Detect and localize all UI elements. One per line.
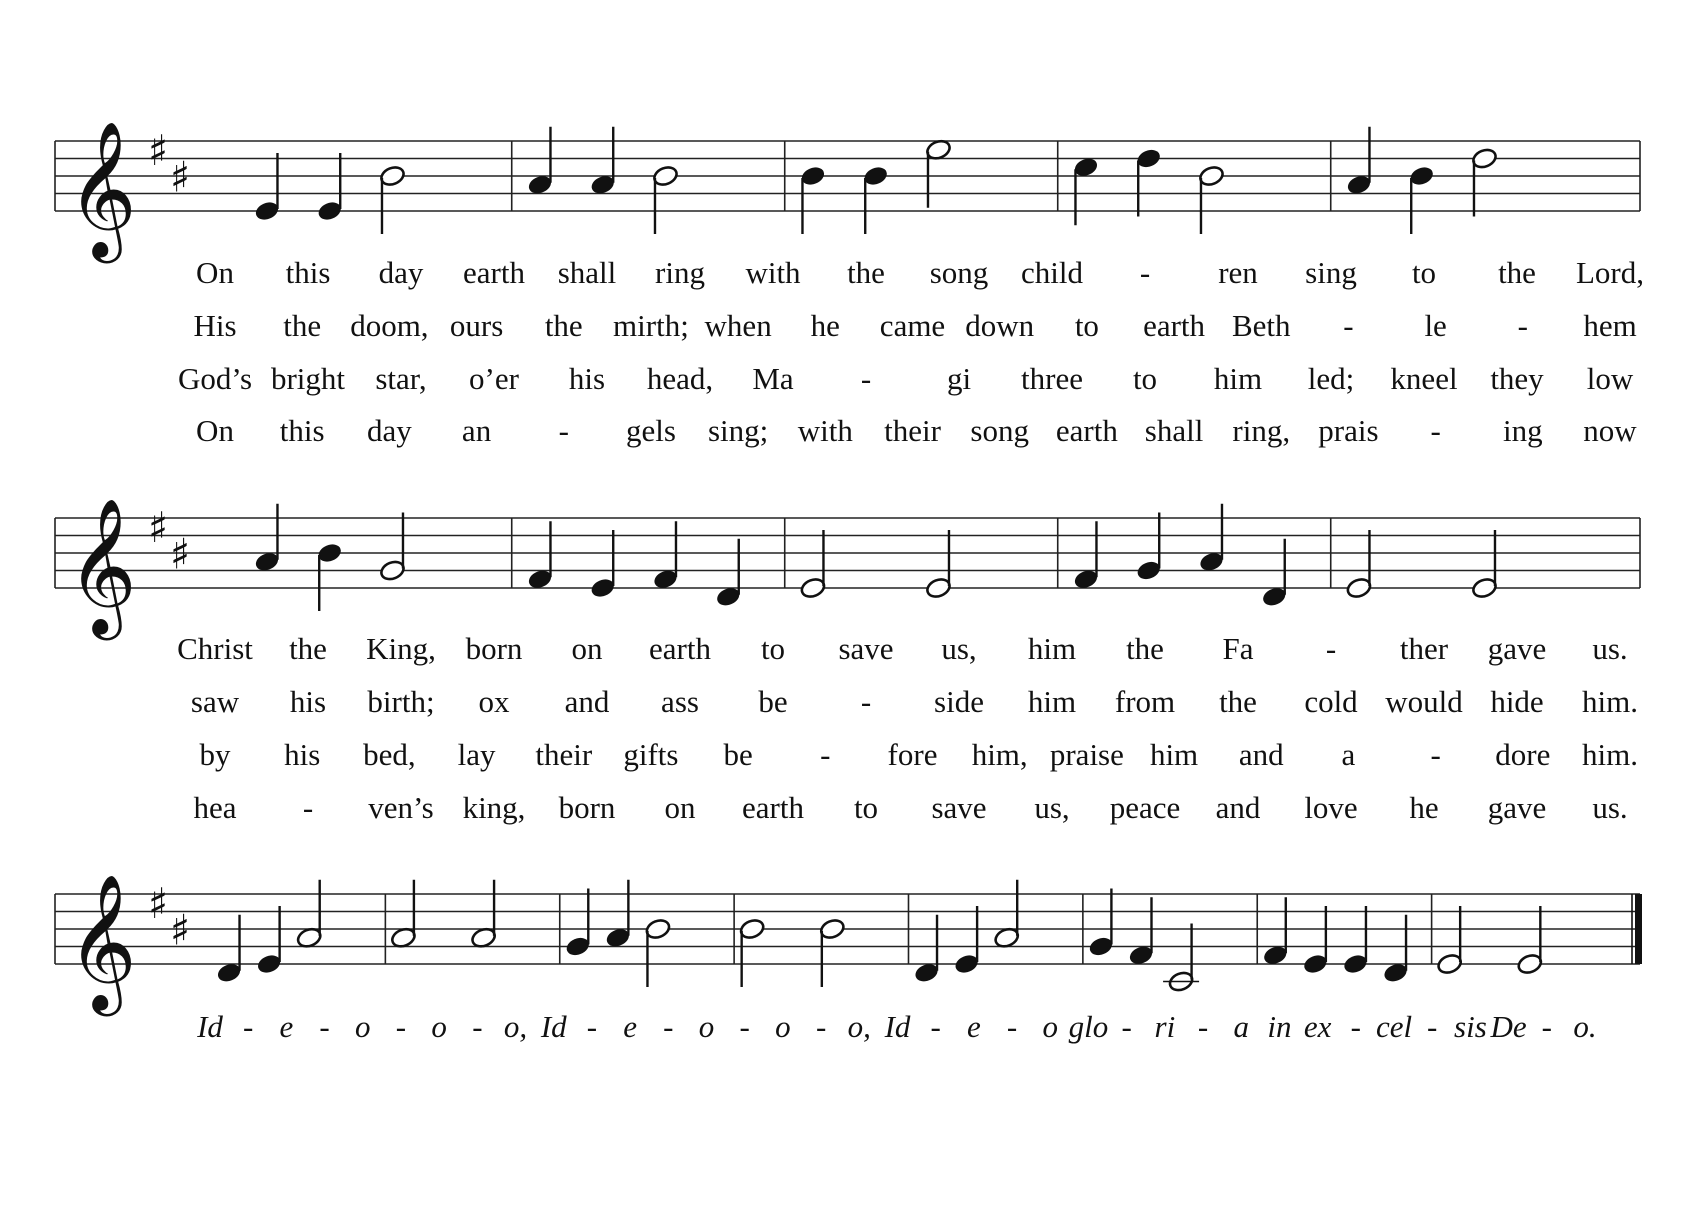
half-note	[470, 880, 497, 950]
lyric-syllable: o	[775, 1009, 791, 1044]
quarter-note	[253, 153, 280, 223]
quarter-note	[253, 504, 280, 574]
quarter-note	[799, 164, 826, 234]
staff-system-1	[55, 141, 1640, 211]
lyric-syllable: to	[1132, 361, 1158, 396]
lyric-syllable: earth	[742, 790, 804, 825]
lyric-syllable: cel	[1375, 1009, 1413, 1044]
quarter-note	[564, 889, 591, 959]
lyric-syllable: the	[1126, 631, 1164, 666]
final-barline-thick	[1635, 894, 1642, 964]
lyric-syllable: -	[1121, 1009, 1132, 1044]
quarter-note	[1072, 156, 1099, 226]
quarter-note	[1198, 504, 1225, 574]
half-note	[644, 917, 671, 987]
half-note	[925, 530, 952, 600]
lyric-syllable: the	[283, 308, 322, 343]
quarter-note	[1408, 164, 1435, 234]
lyric-syllable: to	[760, 631, 786, 666]
lyric-syllable: him	[1027, 631, 1077, 666]
lyric-syllable: the	[1219, 684, 1257, 719]
half-note	[819, 917, 846, 987]
lyric-syllable: lay	[457, 737, 496, 772]
quarter-note	[1087, 889, 1114, 959]
lyric-syllable: shall	[557, 255, 617, 290]
lyric-syllable: gifts	[623, 737, 679, 772]
lyric-syllable: o	[698, 1009, 715, 1044]
lyric-syllable: ring	[655, 255, 705, 290]
lyric-syllable: us.	[1592, 790, 1628, 825]
lyric-syllable: dore	[1495, 737, 1551, 772]
lyric-syllable: led;	[1307, 361, 1355, 396]
lyric-syllable: le	[1424, 308, 1447, 343]
lyric-syllable: Id	[197, 1009, 223, 1044]
lyric-syllable: save	[931, 790, 987, 825]
half-note	[379, 513, 406, 583]
lyric-syllable: be	[758, 684, 788, 719]
lyric-syllable: On	[196, 255, 234, 290]
lyric-syllable: side	[934, 684, 984, 719]
lyric-syllable: him,	[971, 737, 1028, 772]
lyric-syllable: his	[284, 737, 321, 772]
quarter-note	[589, 127, 616, 197]
lyric-syllable: gels	[625, 413, 676, 448]
lyric-syllable: -	[1197, 1009, 1209, 1044]
lyric-syllable: De	[1490, 1009, 1527, 1044]
lyric-syllable: Id	[540, 1009, 567, 1044]
lyric-syllable: head,	[646, 361, 714, 396]
lyric-syllable: -	[1541, 1009, 1552, 1044]
sharp-icon: ♯	[148, 126, 169, 175]
lyric-syllable: praise	[1049, 737, 1124, 772]
lyric-syllable: ren	[1218, 255, 1258, 290]
quarter-note	[1382, 915, 1409, 985]
lyric-syllable: with	[797, 413, 853, 448]
lyric-syllable: kneel	[1390, 361, 1458, 396]
lyric-syllable: -	[930, 1009, 941, 1044]
quarter-note	[589, 530, 616, 600]
note-layer	[215, 127, 1543, 993]
lyric-syllable: o	[1042, 1009, 1059, 1044]
half-note	[652, 164, 679, 234]
lyric-syllable: us.	[1592, 631, 1628, 666]
half-note	[1436, 906, 1463, 976]
quarter-note	[1135, 513, 1162, 583]
lyric-syllable: -	[663, 1009, 674, 1044]
quarter-note	[715, 539, 742, 609]
lyric-syllable: him.	[1582, 737, 1638, 772]
lyric-syllable: o	[431, 1009, 447, 1044]
lyric-syllable: save	[838, 631, 894, 666]
half-note	[925, 138, 952, 208]
lyric-syllable: be	[723, 737, 753, 772]
lyric-syllable: to	[1074, 308, 1099, 343]
lyric-syllable: -	[302, 790, 314, 825]
lyric-syllable: o,	[847, 1009, 871, 1044]
lyric-syllable: to	[853, 790, 879, 825]
lyric-syllable: o	[355, 1009, 371, 1044]
lyric-syllable: and	[564, 684, 610, 719]
lyric-syllable: king,	[462, 790, 526, 825]
quarter-note	[1072, 521, 1099, 591]
quarter-note	[526, 127, 553, 197]
lyric-syllable: song	[929, 255, 989, 290]
treble-clef-icon: 𝄞	[67, 872, 137, 1010]
lyric-syllable: a	[1341, 737, 1356, 772]
lyric-syllable: earth	[1055, 413, 1118, 448]
half-note	[390, 880, 417, 950]
lyric-syllable: earth	[1143, 308, 1206, 343]
lyric-syllable: shall	[1144, 413, 1204, 448]
clef-layer	[67, 119, 190, 1016]
lyric-syllable: His	[193, 308, 237, 343]
lyric-syllable: on	[664, 790, 696, 825]
lyric-syllable: -	[1517, 308, 1528, 343]
lyric-syllable: -	[243, 1009, 254, 1044]
lyric-syllable: ring,	[1232, 413, 1291, 448]
treble-clef-icon: 𝄞	[67, 119, 137, 257]
lyric-syllable: star,	[375, 361, 427, 396]
quarter-note	[953, 906, 980, 976]
lyric-syllable: -	[739, 1009, 750, 1044]
lyric-syllable: -	[395, 1009, 407, 1044]
lyric-syllable: three	[1021, 361, 1083, 396]
lyric-syllable: -	[586, 1009, 598, 1044]
lyric-syllable: o,	[503, 1009, 528, 1044]
half-note	[1471, 147, 1498, 217]
lyric-syllable: gi	[946, 361, 972, 396]
lyric-syllable: o’er	[469, 361, 519, 396]
lyric-syllable: they	[1490, 361, 1544, 396]
half-note	[1345, 530, 1372, 600]
lyric-syllable: down	[965, 308, 1035, 343]
lyric-syllable: now	[1583, 413, 1637, 448]
lyric-syllable: e	[279, 1009, 294, 1044]
lyric-syllable: us,	[941, 631, 977, 666]
sharp-icon: ♯	[148, 879, 169, 928]
lyric-syllable: him	[1027, 684, 1077, 719]
lyric-syllable: ther	[1399, 631, 1449, 666]
lyric-syllable: ours	[449, 308, 504, 343]
quarter-note	[1262, 897, 1289, 967]
quarter-note	[604, 880, 631, 950]
sharp-icon: ♯	[148, 503, 169, 552]
lyric-syllable: sis	[1454, 1009, 1487, 1044]
lyric-syllable: bright	[270, 361, 346, 396]
lyric-syllable: e	[623, 1009, 638, 1044]
lyric-syllable: -	[815, 1009, 827, 1044]
lyric-syllable: -	[319, 1009, 330, 1044]
lyric-syllable: love	[1304, 790, 1358, 825]
half-note	[1471, 530, 1498, 600]
lyric-syllable: -	[1350, 1009, 1361, 1044]
lyric-syllable: low	[1586, 361, 1634, 396]
quarter-note	[526, 521, 553, 591]
quarter-note	[316, 153, 343, 223]
lyric-syllable: gave	[1487, 631, 1547, 666]
lyric-syllable: birth;	[367, 684, 435, 719]
lyric-syllable: he	[810, 308, 840, 343]
lyric-syllable: King,	[366, 631, 436, 666]
lyric-syllable: the	[847, 255, 885, 290]
lyric-syllable: born	[558, 790, 616, 825]
lyric-syllable: o.	[1573, 1009, 1597, 1044]
lyric-syllable: the	[289, 631, 327, 666]
lyric-syllable: born	[465, 631, 523, 666]
lyric-syllable: him.	[1582, 684, 1638, 719]
lyric-syllable: from	[1114, 684, 1176, 719]
lyric-syllable: Ma	[752, 361, 794, 396]
half-note	[379, 164, 406, 234]
lyric-syllable: and	[1215, 790, 1261, 825]
lyric-syllable: would	[1385, 684, 1463, 719]
lyric-syllable: their	[535, 737, 593, 772]
half-note	[1198, 164, 1225, 234]
lyric-syllable: -	[1139, 255, 1151, 290]
lyric-syllable: sing	[1305, 255, 1357, 290]
lyric-syllable: child	[1021, 255, 1083, 290]
half-note	[1163, 924, 1199, 994]
lyric-syllable: to	[1411, 255, 1437, 290]
lyric-syllable: day	[378, 255, 424, 290]
lyric-syllable: ri	[1154, 1009, 1176, 1044]
quarter-note	[1135, 147, 1162, 217]
lyric-syllable: by	[199, 737, 231, 772]
lyric-syllable: hea	[193, 790, 237, 825]
lyric-syllable: with	[745, 255, 801, 290]
lyric-syllable: e	[966, 1009, 981, 1044]
lyric-syllable: the	[544, 308, 583, 343]
lyric-syllable: him	[1213, 361, 1263, 396]
lyric-syllable: -	[1006, 1009, 1018, 1044]
lyric-syllable: and	[1238, 737, 1284, 772]
lyric-syllable: day	[366, 413, 412, 448]
lyric-syllable: -	[1430, 413, 1441, 448]
lyric-syllable: -	[860, 361, 872, 396]
lyric-syllable: song	[970, 413, 1029, 448]
lyric-syllable: -	[860, 684, 872, 719]
lyric-syllable: cold	[1304, 684, 1358, 719]
lyric-syllable: Fa	[1222, 631, 1254, 666]
lyric-syllable: glo	[1068, 1009, 1109, 1044]
lyric-syllable: -	[1430, 737, 1441, 772]
lyric-syllable: this	[279, 413, 325, 448]
lyric-syllable: fore	[887, 737, 938, 772]
lyric-syllable: an	[461, 413, 492, 448]
lyric-syllable: a	[1233, 1009, 1249, 1044]
lyric-syllable: doom,	[350, 308, 429, 343]
lyric-syllable: mirth;	[613, 308, 689, 343]
quarter-note	[652, 521, 679, 591]
lyric-syllable: hem	[1583, 308, 1637, 343]
lyric-syllable: -	[1427, 1009, 1438, 1044]
lyric-syllable: peace	[1109, 790, 1181, 825]
lyric-syllable: Beth	[1231, 308, 1291, 343]
quarter-note	[1302, 906, 1329, 976]
sharp-icon: ♯	[170, 529, 191, 579]
lyric-syllable: sing;	[707, 413, 769, 448]
half-note	[799, 530, 826, 600]
lyric-syllable: he	[1409, 790, 1439, 825]
lyric-syllable: on	[571, 631, 603, 666]
lyric-syllable: prais	[1318, 413, 1379, 448]
quarter-note	[316, 541, 343, 611]
half-note	[993, 880, 1020, 950]
lyric-syllable: -	[472, 1009, 483, 1044]
lyric-syllable: On	[196, 413, 234, 448]
lyric-syllable: -	[558, 413, 569, 448]
lyric-syllable: when	[704, 308, 772, 343]
lyric-syllable: this	[285, 255, 331, 290]
lyric-syllable: Id	[884, 1009, 911, 1044]
lyric-syllable: saw	[190, 684, 240, 719]
quarter-note	[1345, 127, 1372, 197]
lyric-syllable: ox	[478, 684, 510, 719]
quarter-note	[913, 915, 940, 985]
half-note	[738, 917, 765, 987]
treble-clef-icon: 𝄞	[67, 496, 137, 634]
lyric-syllable: -	[820, 737, 831, 772]
lyric-syllable: gave	[1487, 790, 1547, 825]
lyric-syllable: earth	[463, 255, 525, 290]
lyric-syllable: bed,	[363, 737, 416, 772]
lyric-syllable: in	[1267, 1009, 1292, 1044]
quarter-note	[1261, 539, 1288, 609]
quarter-note	[255, 906, 282, 976]
lyric-syllable: -	[1325, 631, 1337, 666]
sharp-icon: ♯	[170, 905, 191, 955]
lyric-syllable: ing	[1503, 413, 1543, 448]
quarter-note	[1342, 906, 1369, 976]
lyric-syllable: Lord,	[1575, 255, 1645, 290]
quarter-note	[215, 915, 242, 985]
lyric-syllable: ass	[661, 684, 699, 719]
quarter-note	[1127, 897, 1154, 967]
lyric-syllable: his	[568, 361, 606, 396]
quarter-note	[862, 164, 889, 234]
lyric-syllable: us,	[1034, 790, 1070, 825]
lyric-syllable: their	[884, 413, 941, 448]
lyric-syllable: came	[879, 308, 946, 343]
lyric-syllable: ex	[1303, 1009, 1332, 1044]
lyric-syllable: God’s	[177, 361, 253, 396]
lyric-syllable: his	[289, 684, 327, 719]
lyric-syllable: -	[1343, 308, 1354, 343]
lyric-syllable: the	[1498, 255, 1536, 290]
staff-system-2	[55, 518, 1640, 588]
lyric-syllable: Christ	[177, 631, 253, 666]
staff-system-3	[55, 894, 1642, 964]
sharp-icon: ♯	[170, 152, 191, 202]
staff-layer	[55, 141, 1645, 964]
half-note	[1516, 906, 1543, 976]
lyric-syllable: ven’s	[368, 790, 434, 825]
lyric-syllable: him	[1149, 737, 1199, 772]
lyric-syllable: hide	[1490, 684, 1544, 719]
lyric-syllable: earth	[649, 631, 711, 666]
half-note	[296, 880, 323, 950]
